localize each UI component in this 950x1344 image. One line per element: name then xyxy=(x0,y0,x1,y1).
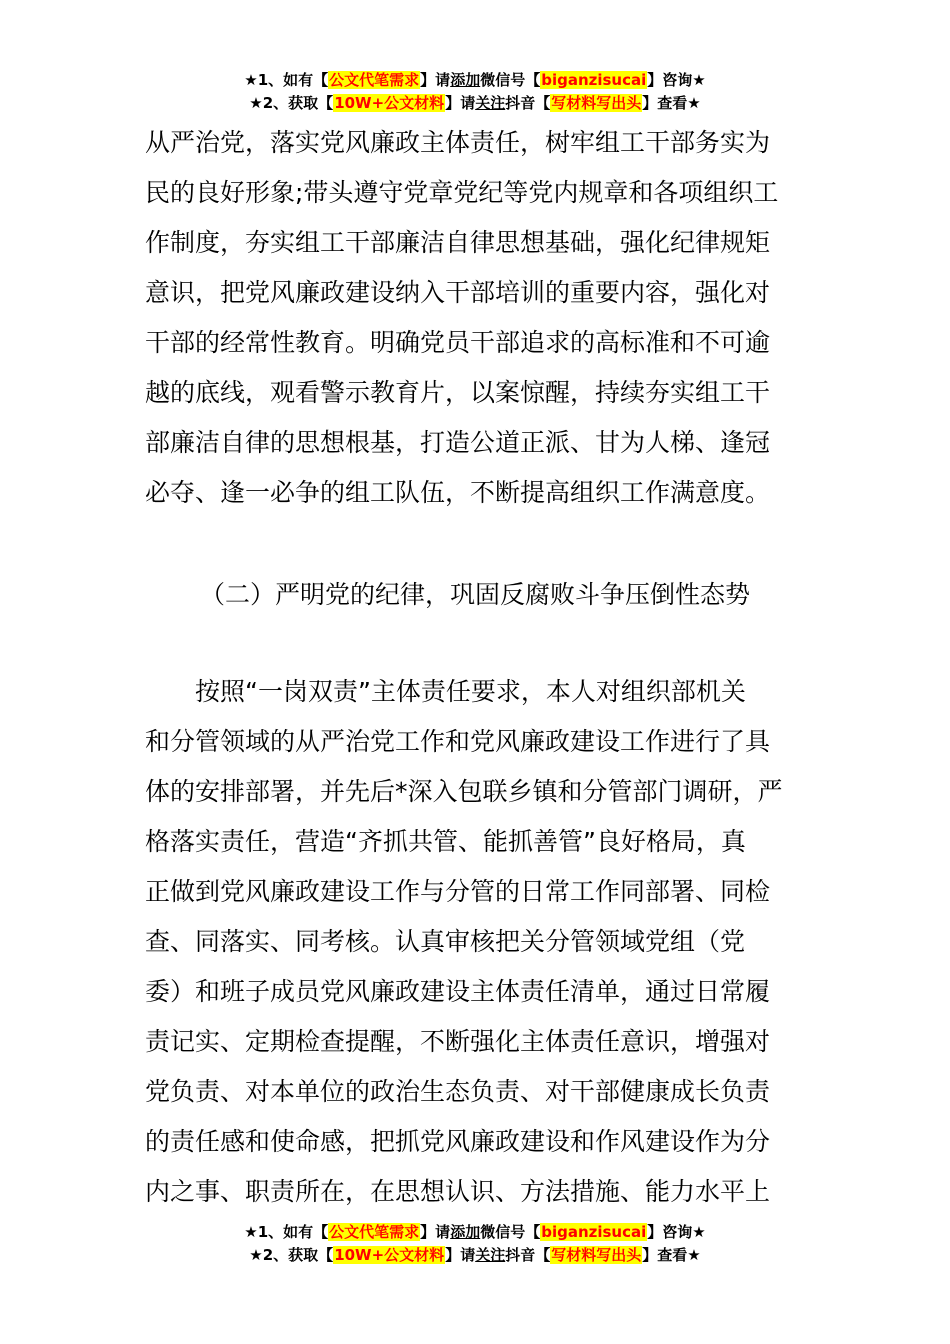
banner-highlight: 公文代笔需求 xyxy=(329,71,420,89)
banner-text: 抖音【 xyxy=(505,94,551,112)
top-banner xyxy=(0,69,950,115)
banner-text: 】查看★ xyxy=(642,94,701,112)
banner-text-underlined: 关注 xyxy=(475,1246,506,1264)
banner-text: 微信号【 xyxy=(480,1223,541,1241)
paragraph-2 xyxy=(145,667,807,1217)
banner-text-underlined: 添加 xyxy=(450,1223,481,1241)
text-line: 部廉洁自律的思想根基，打造公道正派、甘为人梯、逢冠 xyxy=(145,428,771,457)
text-line: 民的良好形象;带头遵守党章党纪等党内规章和各项组织工 xyxy=(145,178,779,207)
text-line: 作制度，夯实组工干部廉洁自律思想基础，强化纪律规矩 xyxy=(145,228,771,257)
banner-line-1 xyxy=(0,69,950,92)
text-line: 越的底线，观看警示教育片，以案惊醒，持续夯实组工干 xyxy=(145,378,771,407)
banner-highlight: 公文代笔需求 xyxy=(329,1223,420,1241)
banner-text: 】请 xyxy=(420,71,451,89)
banner-highlight: biganzisucai xyxy=(541,1223,647,1241)
text-line: 意识，把党风廉政建设纳入干部培训的重要内容，强化对 xyxy=(145,278,771,307)
text-line: 正做到党风廉政建设工作与分管的日常工作同部署、同检 xyxy=(145,877,771,906)
paragraph-1 xyxy=(145,118,807,518)
banner-text: 】咨询★ xyxy=(647,71,706,89)
banner-line-2 xyxy=(0,1244,950,1267)
text-line: 的责任感和使命感，把抓党风廉政建设和作风建设作为分 xyxy=(145,1127,771,1156)
banner-line-2 xyxy=(0,92,950,115)
text-line: 委）和班子成员党风廉政建设主体责任清单，通过日常履 xyxy=(145,977,771,1006)
text-line: 内之事、职责所在，在思想认识、方法措施、能力水平上 xyxy=(145,1177,771,1206)
banner-text: ★1、如有【 xyxy=(244,1223,329,1241)
banner-text: 】咨询★ xyxy=(647,1223,706,1241)
banner-text-underlined: 关注 xyxy=(475,94,506,112)
banner-highlight: 写材料写出头 xyxy=(551,94,642,112)
banner-text: ★1、如有【 xyxy=(244,71,329,89)
banner-text: 】请 xyxy=(420,1223,451,1241)
banner-text: 】查看★ xyxy=(642,1246,701,1264)
text-line: 按照“一岗双责”主体责任要求，本人对组织部机关 xyxy=(195,677,746,706)
banner-highlight: 10W+公文材料 xyxy=(334,94,445,112)
banner-text: ★2、获取【 xyxy=(249,94,334,112)
banner-highlight: 写材料写出头 xyxy=(551,1246,642,1264)
text-line: 必夺、逢一必争的组工队伍，不断提高组织工作满意度。 xyxy=(145,478,771,507)
banner-text-underlined: 添加 xyxy=(450,71,481,89)
text-line: 党负责、对本单位的政治生态负责、对干部健康成长负责 xyxy=(145,1077,771,1106)
banner-highlight: biganzisucai xyxy=(541,71,647,89)
bottom-banner xyxy=(0,1221,950,1267)
text-line: 和分管领域的从严治党工作和党风廉政建设工作进行了具 xyxy=(145,727,771,756)
banner-text: 】请 xyxy=(445,94,476,112)
banner-line-1 xyxy=(0,1221,950,1244)
text-line: 干部的经常性教育。明确党员干部追求的高标准和不可逾 xyxy=(145,328,771,357)
banner-text: ★2、获取【 xyxy=(249,1246,334,1264)
text-line: 格落实责任，营造“齐抓共管、能抓善管”良好格局，真 xyxy=(145,827,746,856)
text-line: 责记实、定期检查提醒，不断强化主体责任意识，增强对 xyxy=(145,1027,771,1056)
banner-text: 】请 xyxy=(445,1246,476,1264)
banner-highlight: 10W+公文材料 xyxy=(334,1246,445,1264)
text-line: 体的安排部署，并先后*深入包联乡镇和分管部门调研，严 xyxy=(145,777,783,806)
section-heading: （二）严明党的纪律，巩固反腐败斗争压倒性态势 xyxy=(200,580,751,609)
banner-text: 微信号【 xyxy=(480,71,541,89)
text-line: 从严治党，落实党风廉政主体责任，树牢组工干部务实为 xyxy=(145,128,771,157)
banner-text: 抖音【 xyxy=(505,1246,551,1264)
text-line: 查、同落实、同考核。认真审核把关分管领域党组（党 xyxy=(145,927,746,956)
